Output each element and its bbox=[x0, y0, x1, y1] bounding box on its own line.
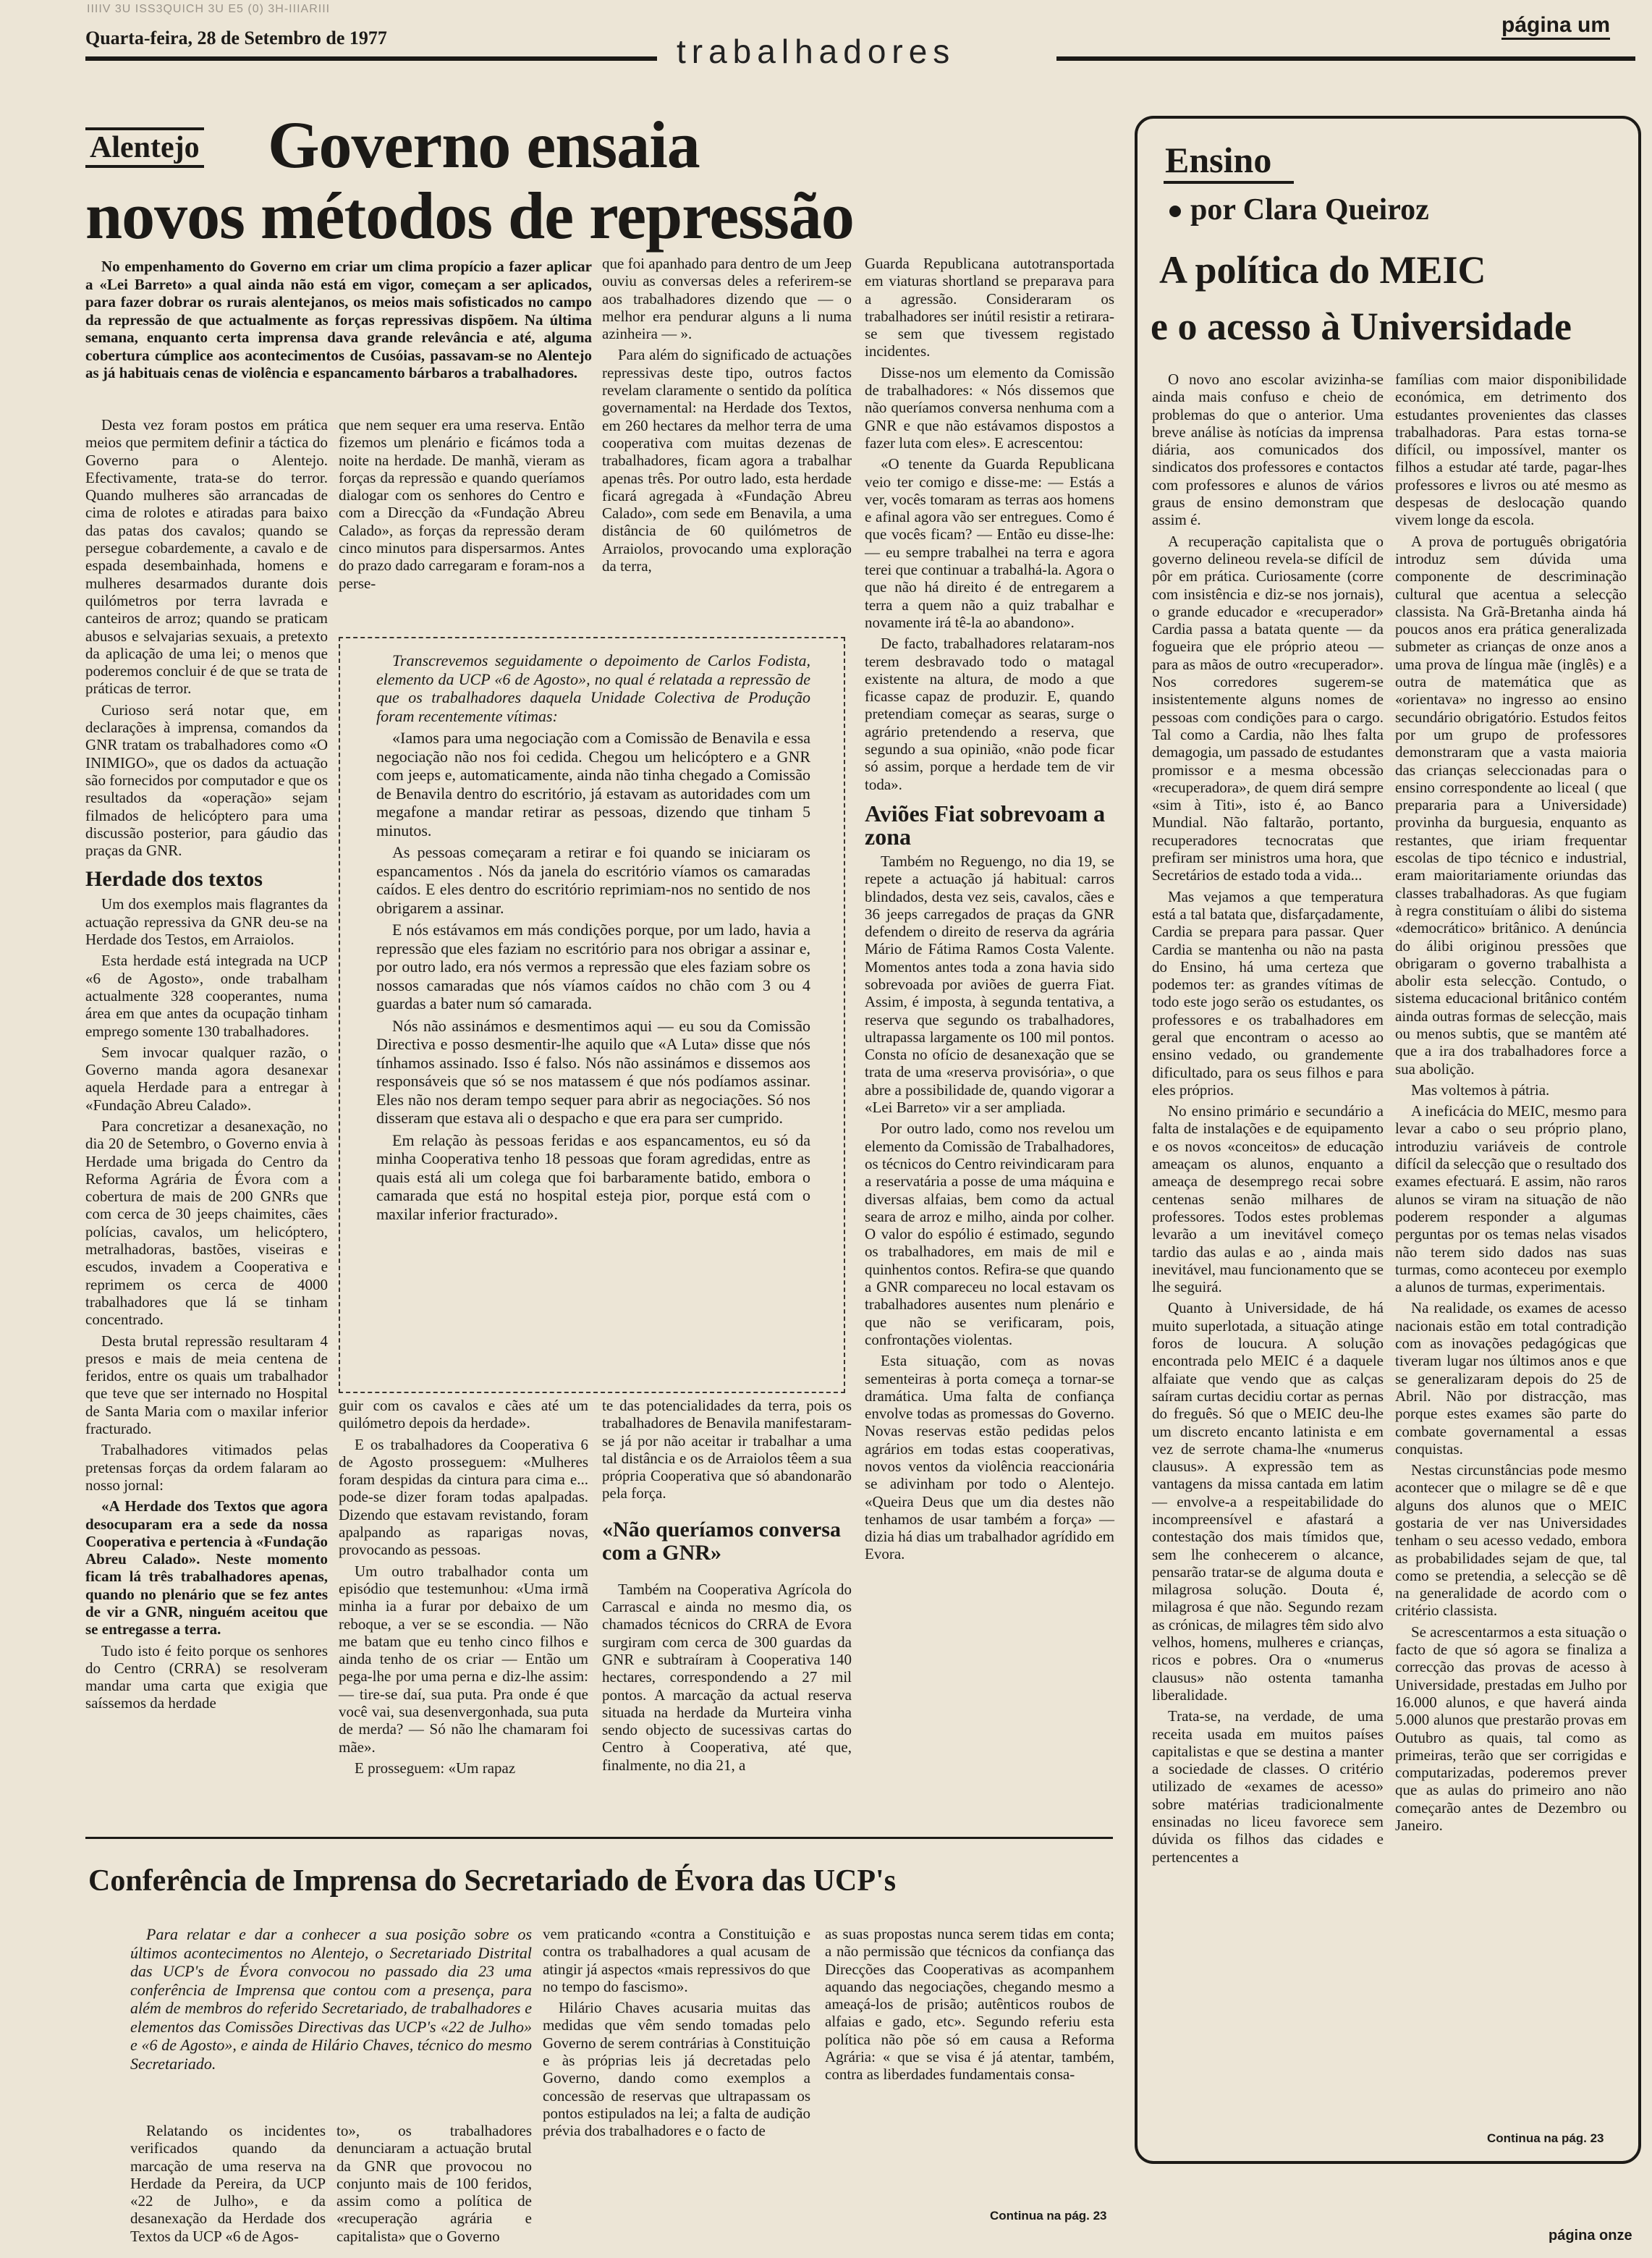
testimony-intro: Transcrevemos seguidamente o depoimento de Carlos Fodista, elemento da UCP «6 de Agosto», no qual é relatada a repressão de que os trabalhadores daquela Unidade Colectiva de Produção foram recentemente vítimas: bbox=[376, 651, 810, 725]
conference-intro bbox=[130, 1925, 532, 2113]
paragraph: Relatando os incidentes verificados quando da marcação de uma reserva na Herdade da Pereira, da UCP «22 de Julho», e da desanexação da Herdade dos Textos da UCP «6 de Agos- bbox=[130, 2122, 326, 2245]
issue-date: Quarta-feira, 28 de Setembro de 1977 bbox=[85, 28, 387, 48]
paragraph: Por outro lado, como nos revelou um elemento da Comissão de Trabalhadores, os técnicos do Centro reivindicaram para a reservatária a posse de uma máquina e diversas alfaias, bem como da actual seara de arroz e milho, ainda por colher. O valor do espólio é estimado, segundo os trabalhadores, em mais de mil e quinhentos contos. Refira-se que quando a GNR compareceu no local estavam os trabalhadores ausentes num plenário e que não se verificaram, pois, confrontações violentas. bbox=[865, 1120, 1114, 1348]
paragraph: Mas vejamos a que temperatura está a tal batata que, disfarçadamente, Cardia se prepara para passar. Quer Cardia se mantenha ou não na pasta do Ensino, há uma certeza que podemos ter: as grandes vítimas de todo este jogo serão os estudantes, os professores e os trabalhadores em geral que encontram o acesso ao ensino vedado, ou grandemente dificultado, para os seus filhos e para eles próprios. bbox=[1152, 887, 1384, 1099]
paragraph: O novo ano escolar avizinha-se ainda mais confuso e cheio de problemas do que o anterior. Uma breve análise às notícias da imprensa diária, aos comunicados dos sindicatos dos professores e contactos com professores e alunos de vários graus de ensino demonstram que assim é. bbox=[1152, 371, 1384, 529]
header-rule-right bbox=[1056, 56, 1635, 61]
paragraph: De facto, trabalhadores relataram-nos terem desbravado todo o matagal existente na altura, de modo a que ficasse capaz de produzir. E, quando pretendiam começar as searas, surge o agrário pretendendo a reserva, que segundo a sua opinião, «não pode ficar só assim, porque a herdade tem de vir toda». bbox=[865, 635, 1114, 793]
headline-line-2: novos métodos de repressão bbox=[85, 179, 854, 253]
main-column-2-bottom bbox=[339, 1397, 588, 1827]
lead-text: No empenhamento do Governo em criar um clima propício a fazer aplicar a «Lei Barreto» a qual ainda não está em vigor, começam a ser aplicados, para fazer dobrar os rurais alentejanos, os meios mais sofisticados no campo da repressão de que actualmente as forças repressivas dispõem. Na última semana, enquanto certa imprensa dava grande relevância e até, alguma cobertura cúmplice aos acontecimentos de Cusóias, passavam-se no Alentejo as já habituais cenas de violência e espancamento bárbaros a trabalhadores. bbox=[85, 258, 592, 381]
sidebar-kicker-rule bbox=[1164, 181, 1294, 184]
testimony-text bbox=[376, 651, 810, 1223]
paragraph: Sem invocar qualquer razão, o Governo manda agora desanexar aquela Herdade para a entregar à «Fundação Abreu Calado». bbox=[85, 1043, 328, 1114]
footer-page-label: página onze bbox=[1549, 2228, 1632, 2244]
conference-column-1 bbox=[130, 2122, 326, 2245]
paragraph: Nestas circunstâncias pode mesmo acontecer que o milagre se dê e que alguns dos alunos que o MEIC gostaria de ver nas Universidades tenham o seu acesso vedado, embora as probabilidades sejam de que, tal como se pretendia, a selecção se dê na generalidade de acordo com o critério classista. bbox=[1395, 1461, 1627, 1620]
paragraph: te das potencialidades da terra, pois os trabalhadores de Benavila manifestaram-se já por não aceitar ir trabalhar a uma tal distância e os de Arraiolos têem a sua própria Cooperativa que só abandonarão pela força. bbox=[602, 1397, 852, 1502]
subhead-nao-queriamos: «Não queríamos conversa com a GNR» bbox=[602, 1517, 841, 1565]
paragraph: A recuperação capitalista que o governo delineou revela-se difícil de pôr em prática. Curiosamente (corre com insistência e diz-se nos jornais), o grande educador e «recuperador» Cardia passa a batata quente — da fogueira que ele próprio ateou — para as mãos de outro «recuperador». Nos corredores sugerem-se insistentemente alguns nomes de pessoas com condições para o cargo. Tal como a Cardia, não lhes falta demagogia, um passado de estudantes promissor e a mesma obcessão «recuperadora», de quem dirá sempre «sim à Titi», isto é, ao Banco Mundial. Não faltarão, portanto, recuperadores tecnocratas que prefiram ser ministros uma hora, que Secretários de estado toda a vida... bbox=[1152, 532, 1384, 884]
testimony-paragraph: «Iamos para uma negociação com a Comissão de Benavila e essa negociação não nos foi cedida. Chegou um helicóptero e a GNR com jeeps e, automaticamente, ainda não tinha chegado a Comissão de Benavila dentro do escritório, já estavam as autoridades com um megafone a mandar retirar as pessoas, dizendo que tinham 5 minutos. bbox=[376, 729, 810, 840]
headline-line-1: Governo ensaia bbox=[268, 108, 700, 182]
paragraph: Um dos exemplos mais flagrantes da actuação repressiva da GNR deu-se na Herdade dos Testos, em Arraiolos. bbox=[85, 895, 328, 949]
testimony-box bbox=[339, 637, 845, 1393]
main-column-3-top bbox=[602, 255, 852, 633]
paragraph: Mas voltemos à pátria. bbox=[1411, 1081, 1550, 1099]
paragraph: A ineficácia do MEIC, mesmo para levar a cabo o seu próprio plano, introduziu variáveis de controle difícil da selecção que o resultado dos exames efectuará. E assim, não raros alunos se viram na situação de não poderem responder a algumas perguntas por os temas nelas visados não terem sido dados nas suas turmas, como aconteceu por exemplo a alunos de turmas, experimentais. bbox=[1395, 1102, 1627, 1296]
main-column-2-top bbox=[339, 416, 585, 633]
main-column-4 bbox=[865, 255, 1114, 1827]
sidebar-kicker: Ensino bbox=[1165, 140, 1272, 180]
testimony-paragraph: Em relação às pessoas feridas e aos espancamentos, eu só da minha Cooperativa tenho 18 pessoas que foram agredidas, entre as quais está ali um colega que foi barbaramente batido, embora o camarada que está no hospital esteja pior, porque está com o maxilar inferior fracturado». bbox=[376, 1130, 810, 1223]
paragraph: Curioso será notar que, em declarações à imprensa, comandos da GNR tratam os trabalhadores como «O INIMIGO», que os dados da actuação são fornecidos por computador e que os resultados da «operação» sejam filmados de helicóptero para uma discussão posterior, para gáudio das praças da GNR. bbox=[85, 701, 328, 860]
faded-top-text: IIIIV 3U ISS3QUICH 3U E5 (0) 3H-IIIARIII bbox=[87, 3, 331, 15]
paragraph: Esta situação, com as novas sementeiras à porta começa a tornar-se dramática. Uma falta de confiança envolve todas as promessas do Governo. Novas reservas estão pedidas pelos agrários em todas estas cooperativas, novos ventos da violência reaccionária se adivinham por todo o Alentejo. «Queira Deus que um dia destes não tenhamos de usar também a força» — dizia há dias um trabalhador agrídido em Evora. bbox=[865, 1352, 1114, 1563]
conference-continua: Continua na pág. 23 bbox=[990, 2209, 1107, 2223]
paragraph: que foi apanhado para dentro de um Jeep ouviu as conversas deles a referirem-se aos trabalhadores dizendo que — o melhor era pendurar alguns a li numa azinheira — ». bbox=[602, 255, 852, 343]
paragraph: vem praticando «contra a Constituição e contra os trabalhadores a qual acusam de atingir já aspectos «mais repressivos do que no tempo do fascismo». bbox=[543, 1925, 810, 1995]
paragraph: Se acrescentarmos a esta situação o facto de que só agora se finaliza a correcção das provas de acesso à Universidade, prestadas em Julho por 16.000 alunos, e que haverá ainda 5.000 alunos que prestarão provas em Outubro as quais, tal como as primeiras, terão que ser corrigidas e computarizadas, poderemos prever que as aulas do primeiro ano não começarão antes de Dezembro ou Janeiro. bbox=[1395, 1623, 1627, 1835]
paragraph: Para além do significado de actuações repressivas deste tipo, outros factos revelam claramente o sentido da política governamental: na Herdade dos Textos, em 260 hectares da melhor terra de uma cooperativa com muitas dezenas de trabalhadores, ficam agora a trabalhar apenas três. Por outro lado, esta herdade ficará agregada à «Fundação Abreu Calado», com sede em Benavila, a uma distância de 60 quilómetros de Arraiolos, provocando uma exploração da terra, bbox=[602, 346, 852, 575]
conference-column-4 bbox=[825, 1925, 1114, 2200]
paragraph: Quanto à Universidade, de há muito superlotada, a situação atinge foros de loucura. A solução encontrada pelo MEIC é a daquele alfaiate que vendo que as calças saíram curtas decidiu cortar as pernas do freguês. Só que o MEIC deu-lhe um discreto encanto latinista e em vez de serrote chama-lhe «numerus clausus». A expressão tem as vantagens da missa cantada em latim — envolve-a a respeitabilidade do incompreensível e afastará a contestação dos mais tímidos que, sem lhe conhecerem o alcance, pensarão tratar-se de alguma douta e milagrosa solução. Douta é, milagrosa é que não. Segundo rezam as crónicas, de milagres têm sido alvo velhos, homens, mulheres e crianças, ricos e pobres. Ora o «numerus clausus» não ostenta tamanha liberalidade. bbox=[1152, 1299, 1384, 1704]
paragraph: Tudo isto é feito porque os senhores do Centro (CRRA) se resolveram mandar uma carta que exigia que saíssemos da herdade bbox=[85, 1641, 328, 1712]
lead-paragraph bbox=[85, 258, 592, 386]
main-column-3-bottom bbox=[602, 1397, 852, 1827]
conference-intro-text: Para relatar e dar a conhecer a sua posição sobre os últimos acontecimentos no Alentejo, o Secretariado Distrital das UCP's de Évora convocou no passado dia 23 uma conferência de Imprensa que contou com a presença, para além de membros do referido Secretariado, de trabalhadores e elementos das Comissões Directivas das UCP's «22 de Julho» e «6 de Agosto», e ainda de Hilário Chaves, técnico do mesmo Secretariado. bbox=[130, 1925, 532, 2073]
paragraph: Também no Reguengo, no dia 19, se repete a actuação já habitual: carros blindados, desta vez seis, cavalos, cães e 36 jeeps carregados de praças da GNR defendem o direito de reserva da agrária Mário de Fátima Ramos Costa Valente. Momentos antes toda a zona havia sido sobrevoada por aviões de guerra Fiat. Assim, é imposta, à segunda tentativa, a reserva que segundo os trabalhadores, ultrapassa largamente os 100 mil pontos. Consta no ofício de desanexação que se trata de uma «reserva provisória», o que abre a possibilidade de, quando vigorar a «Lei Barreto» vir a ser ampliada. bbox=[865, 852, 1114, 1117]
paragraph: «O tenente da Guarda Republicana veio ter comigo e disse-me: — Estás a ver, vocês tomaram as terras aos homens e afinal agora vão ser entregues. Como é que vocês ficam? — Então eu disse-lhe: — eu sempre trabalhei na terra e agora terei que continuar a trabalhá-la. Agora o que não há direito é de entregarem a terra a quem não a quiz trabalhar e novamente irá tê-la ao abandono». bbox=[865, 455, 1114, 631]
testimony-paragraph: E nós estávamos em más condições porque, por um lado, havia a repressão que eles faziam no escritório para nos obrigar a assinar e, por outro lado, era nós vermos a repressão que eles faziam sobre os nossos camaradas que nós víamos caídos no chão com 3 ou 4 guardas a bater num só camarada. bbox=[376, 921, 810, 1012]
sidebar-byline: por Clara Queiroz bbox=[1190, 193, 1429, 227]
sidebar-headline-1: A política do MEIC bbox=[1159, 248, 1486, 292]
testimony-paragraph: As pessoas começaram a retirar e foi quando se iniciaram os espancamentos . Nós da janela do escritório víamos os camaradas caídos. E eles dentro do escritório reprimiam-nos no sentido de nos obrigarem a assinar. bbox=[376, 843, 810, 917]
paragraph: «A Herdade dos Textos que agora desocuparam era a sede da nossa Cooperativa e pertencia à «Fundação Abreu Calado». Neste momento ficam lá três trabalhadores apenas, quando no plenário que se fez antes de vir a GNR, ninguém aceitou que se entregasse a terra. bbox=[85, 1497, 328, 1638]
testimony-paragraph: Nós não assinámos e desmentimos aqui — eu sou da Comissão Directiva e posso desmentir-lhe aquilo que «A Luta» disse que nós tínhamos assinado. Isso é falso. Nós não assinámos e dissemos aos responsáveis que só se nos matassem é que nós podíamos assinar. Eles não nos deram tempo sequer para abrir as negociações. Só nos disseram que estava ali o despacho e que era para ser cumprido. bbox=[376, 1016, 810, 1127]
paragraph: Disse-nos um elemento da Comissão de trabalhadores: « Nós dissemos que não queríamos conversa nenhuma com a GNR e que não estávamos dispostos a fazer luta com eles». E acrescentou: bbox=[865, 363, 1114, 452]
subhead-herdade: Herdade dos textos bbox=[85, 867, 263, 892]
sidebar-column-1 bbox=[1152, 371, 1384, 2136]
paragraph: as suas propostas nunca serem tidas em conta; a não permissão que técnicos da confiança das Direcções das Cooperativas as acompanhem aquando das negociações, chegando mesmo a ameaçá-los de prisão; autênticos roubos de alfaias e gado, etc». Segundo referiu esta política não põe só em causa a Reforma Agrária: « que se visa é já atentar, também, contra as liberdades fundamentais consa- bbox=[825, 1925, 1114, 2084]
conference-column-3 bbox=[543, 1925, 810, 2233]
paragraph: Hilário Chaves acusaria muitas das medidas que vêm sendo tomadas pelo Governo de serem contrárias à Constituição e às próprias leis já decretadas pelo Governo, dando como exemplos a concessão de reservas que ultrapassam os pontos estipulados na lei; a falta de audição prévia dos trabalhadores e o facto de bbox=[543, 1999, 810, 2140]
paragraph: Esta herdade está integrada na UCP «6 de Agosto», onde trabalham actualmente 328 cooperantes, numa área em que antes da ocupação tinham emprego somente 130 trabalhadores. bbox=[85, 952, 328, 1040]
sidebar-column-2 bbox=[1395, 371, 1627, 2107]
main-column-1 bbox=[85, 416, 328, 1827]
paragraph: Trabalhadores vitimados pelas pretensas forças da ordem falaram ao nosso jornal: bbox=[85, 1441, 328, 1494]
page-label: página um bbox=[1501, 13, 1610, 40]
conference-title: Conferência de Imprensa do Secretariado de Évora das UCP's bbox=[88, 1864, 897, 1898]
paragraph: guir com os cavalos e cães até um quilómetro depois da herdade». bbox=[339, 1397, 588, 1432]
paragraph: to», os trabalhadores denunciaram a actuação brutal da GNR que provocou no conjunto mais de 100 feridos, assim como a política de «recuperação agrária e capitalista» que o Governo bbox=[336, 2122, 532, 2245]
section-title: trabalhadores bbox=[677, 33, 956, 70]
paragraph: Trata-se, na verdade, de uma receita usada em muitos países capitalistas e que se destina a manter a sociedade de classes. O critério utilizado de «exames de acesso» sobre matérias tradicionalmente ensinadas no liceu favorece sem dúvida os filhos das cidades e pertencentes a bbox=[1152, 1707, 1384, 1866]
paragraph: que nem sequer era uma reserva. Então fizemos um plenário e ficámos toda a noite na herdade. De manhã, vieram as forças da repressão e quando queríamos dialogar com os senhores do Centro e com a Direcção da «Fundação Abreu Calado», as forças da repressão deram cinco minutos para dispersarmos. Antes do prazo dado carregaram e foram-nos a perse- bbox=[339, 416, 585, 592]
paragraph: Para concretizar a desanexação, no dia 20 de Setembro, o Governo envia à Herdade uma brigada do Centro da Reforma Agrária de Évora com a cobertura de mais de 200 GNRs que com cerca de 30 jeeps chaimites, cães polícias, cavalos, um helicóptero, metralhadoras, bastões, viseiras e escudos, invadem a Cooperativa e reprimem os cerca de 4000 trabalhadores que lá se tinham concentrado. bbox=[85, 1117, 328, 1329]
conference-column-2 bbox=[336, 2122, 532, 2245]
paragraph: No ensino primário e secundário a falta de instalações e de equipamento e os novos «conceitos» de educação ameaçam os alunos, enquanto a ameaça de desemprego recai sobre centenas senão milhares de professores. Todos estes problemas levarão a um inevitável começo tardio das aulas e ao , ainda mais inevitável, mau funcionamento que se lhe seguirá. bbox=[1152, 1102, 1384, 1296]
conference-rule bbox=[85, 1837, 1113, 1839]
subhead-avioes: Aviões Fiat sobrevoam a zona bbox=[865, 800, 1106, 850]
kicker-alentejo: Alentejo bbox=[85, 127, 204, 168]
paragraph: Guarda Republicana autotransportada em viaturas shortland se preparava para a agressão. Consideraram os trabalhadores ser inútil resistir a retirara-se sem que tivessem registado incidentes. bbox=[865, 255, 1114, 360]
paragraph: Desta vez foram postos em prática meios que permitem definir a táctica do Governo para o Alentejo. Efectivamente, trata-se do terror. Quando mulheres são arrancadas de cima de rolotes e atiradas para baixo das patas dos cavalos; quando se persegue cobardemente, a cavalo e de espada desembainhada, homens e mulheres desarmados durante dois quilómetros por terra lavrada e canteiros de arroz; quando se praticam abusos e selvajarias sexuais, a pretexto da aplicação de uma lei; o menos que poderemos concluir é de que se trata de práticas de terror. bbox=[85, 416, 328, 698]
paragraph: Um outro trabalhador conta um episódio que testemunhou: «Uma irmã minha ia a furar por debaixo de um reboque, a ver se se escondia. — Não me batam que eu tenho cinco filhos e ainda tenho de os criar — Então um pega-lhe por uma perna e diz-lhe assim: — tire-se daí, sua puta. Pra onde é que você vai, sua desenvergonhada, sua puta de merda? — Só não lhe chamaram foi mãe». bbox=[339, 1562, 588, 1756]
paragraph: E os trabalhadores da Cooperativa 6 de Agosto prosseguem: «Mulheres foram despidas da cintura para cima e... pode-se dizer foram todas apalpadas. Dizendo que estavam revistando, foram apalpando as raparigas novas, provocando as pessoas. bbox=[339, 1435, 588, 1559]
paragraph: famílias com maior disponibilidade económica, em detrimento dos estudantes provenientes das classes trabalhadoras. Para estas torna-se difícil, ou impossível, manter os filhos a estudar até tarde, pagar-lhes professores e livros ou até mesmo as despesas de deslocação quando vivem longe da escola. bbox=[1395, 371, 1627, 529]
header-rule-left bbox=[85, 56, 657, 61]
paragraph: Desta brutal repressão resultaram 4 presos e mais de meia centena de feridos, entre os quais um trabalhador que teve que ser internado no Hospital de Santa Maria com o maxilar inferior fracturado. bbox=[85, 1332, 328, 1438]
paragraph: A prova de português obrigatória introduz sem dúvida uma componente de descriminação cultural que acentua a selecção classista. Na Grã-Bretanha ainda há poucos anos era prática generalizada submeter as crianças de onze anos a uma prova de língua mãe (inglês) e a outra de matemática que as «orientava» no ingresso ao ensino secundário obrigatório. Estudos feitos por um grupo de professores demonstraram que a vasta maioria das crianças seleccionadas para o ensino correspondente ao liceal ( que prepararia para a Universidade) provinha da burguesia, enquanto as restantes, que iriam frequentar escolas de tipo técnico e industrial, eram maioritariamente oriundas das classes trabalhadoras. As que fugiam à regra constituíam o álibi do sistema «democrático» britânico. A denúncia do álibi originou pressões que obrigaram o governo trabalhista a abolir esta selecção. Contudo, o sistema educacional britânico contém ainda outras formas de selecção, mais ou menos subtis, que se mantêm até que a ira dos trabalhadores force a sua abolição. bbox=[1395, 532, 1627, 1078]
paragraph: Na realidade, os exames de acesso nacionais estão em total contradição com as inovações pedagógicas que tiveram lugar nos últimos anos e que se generalizaram depois do 25 de Abril. Não por distracção, mas porque estes exames são parte do combate governamental a essas conquistas. bbox=[1395, 1299, 1627, 1458]
paragraph: E prosseguem: «Um rapaz bbox=[355, 1759, 516, 1777]
sidebar-continua: Continua na pág. 23 bbox=[1487, 2131, 1604, 2145]
paragraph: Também na Cooperativa Agrícola do Carrascal e ainda no mesmo dia, os chamados técnicos do CRRA de Evora surgiram com cerca de 300 guardas da GNR e subtraíram à Cooperativa 140 hectares, correspondendo a 27 mil pontos. A marcação da actual reserva situada na herdade da Murteira vinha sendo objecto de sucessivas cartas do Centro à Cooperativa, até que, finalmente, no dia 21, a bbox=[602, 1580, 852, 1774]
bullet-icon bbox=[1169, 206, 1181, 217]
sidebar-headline-2: e o acesso à Universidade bbox=[1151, 305, 1572, 348]
